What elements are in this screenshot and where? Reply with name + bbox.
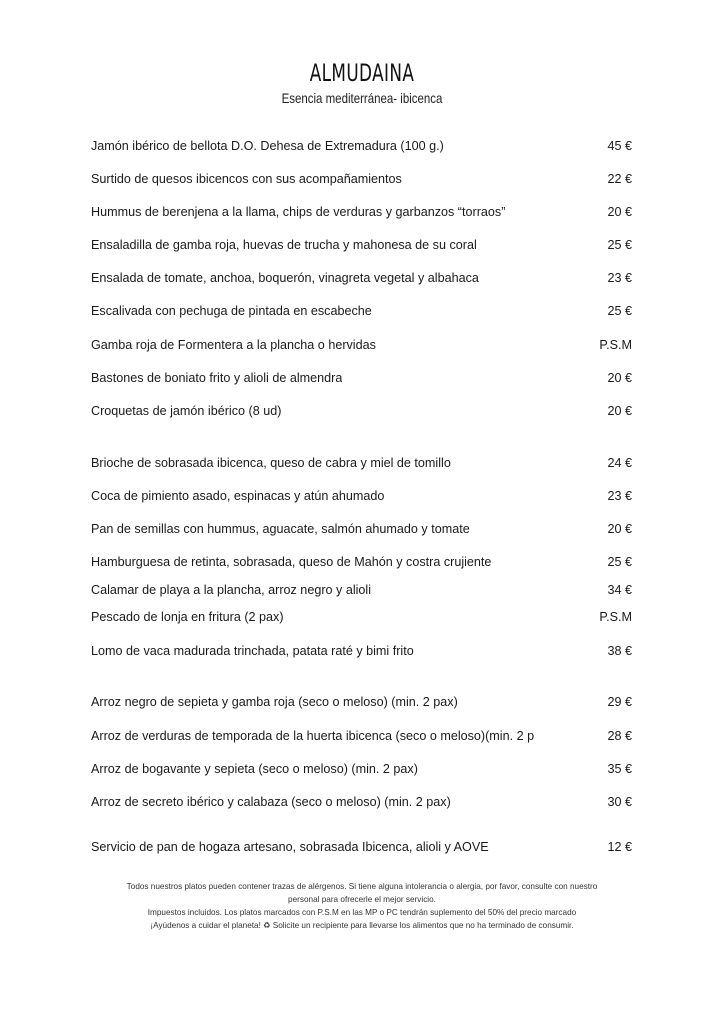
dish-price: 20 € <box>607 404 632 418</box>
dish-price: 30 € <box>607 795 632 809</box>
dish-name: Brioche de sobrasada ibicenca, queso de cabra y miel de tomillo <box>91 456 451 470</box>
menu-item <box>91 486 632 506</box>
dish-price: 28 € <box>607 729 632 743</box>
dish-price: 35 € <box>607 762 632 776</box>
menu-item <box>91 202 632 222</box>
menu-item <box>91 641 632 661</box>
menu-item <box>91 136 632 156</box>
dish-price: 29 € <box>607 695 632 709</box>
menu-item <box>91 235 632 255</box>
restaurant-subtitle: Esencia mediterránea- ibicenca <box>281 90 443 106</box>
dish-name: Calamar de playa a la plancha, arroz negro y alioli <box>91 583 372 597</box>
dish-name: Jamón ibérico de bellota D.O. Dehesa de Extremadura (100 g.) <box>91 139 444 153</box>
dish-name: Lomo de vaca madurada trinchada, patata raté y bimi frito <box>91 644 414 658</box>
dish-price: 20 € <box>607 522 632 536</box>
menu-header <box>0 58 724 106</box>
menu-item <box>91 692 632 712</box>
menu-item <box>91 607 632 627</box>
menu-item <box>91 401 632 421</box>
dish-name: Ensaladilla de gamba roja, huevas de trucha y mahonesa de su coral <box>91 238 477 252</box>
dish-price: 24 € <box>607 456 632 470</box>
dish-name: Hummus de berenjena a la llama, chips de verduras y garbanzos “torraos” <box>91 205 506 219</box>
dish-name: Arroz negro de sepieta y gamba roja (seco o meloso) (min. 2 pax) <box>91 695 458 709</box>
dish-price: 25 € <box>607 238 632 252</box>
menu-item <box>91 268 632 288</box>
dish-name: Pan de semillas con hummus, aguacate, salmón ahumado y tomate <box>91 522 470 536</box>
dish-price: 22 € <box>607 172 632 186</box>
dish-price: 23 € <box>607 271 632 285</box>
allergen-footer <box>96 880 628 932</box>
dish-name: Coca de pimiento asado, espinacas y atún ahumado <box>91 489 385 503</box>
dish-name: Escalivada con pechuga de pintada en escabeche <box>91 304 372 318</box>
dish-price: 25 € <box>607 555 632 569</box>
dish-name: Ensalada de tomate, anchoa, boquerón, vinagreta vegetal y albahaca <box>91 271 479 285</box>
dish-price: 20 € <box>607 371 632 385</box>
menu-item <box>91 519 632 539</box>
tax-notice: Impuestos incluidos. Los platos marcados con P.S.M en las MP o PC tendrán suplemento del 50% del precio marcado <box>147 908 577 917</box>
dish-name: Croquetas de jamón ibérico (8 ud) <box>91 404 282 418</box>
menu-item <box>91 837 632 857</box>
menu-item <box>91 580 632 600</box>
dish-name: Arroz de bogavante y sepieta (seco o meloso) (min. 2 pax) <box>91 762 418 776</box>
menu-item <box>91 726 632 746</box>
dish-price: 38 € <box>607 644 632 658</box>
dish-price: 23 € <box>607 489 632 503</box>
dish-name: Gamba roja de Formentera a la plancha o hervidas <box>91 338 376 352</box>
restaurant-title: ALMUDAINA <box>309 59 415 87</box>
dish-price: 45 € <box>607 139 632 153</box>
menu-item <box>91 453 632 473</box>
menu-item <box>91 552 632 572</box>
dish-price: 34 € <box>607 583 632 597</box>
menu-item <box>91 368 632 388</box>
dish-name: Bastones de boniato frito y alioli de almendra <box>91 371 343 385</box>
dish-name: Arroz de verduras de temporada de la huerta ibicenca (seco o meloso)(min. 2 p <box>91 729 535 743</box>
planet-notice: ¡Ayúdenos a cuidar el planeta! ♻ Solicite un recipiente para llevarse los alimentos que no ha terminado de consumir. <box>150 921 574 930</box>
allergen-notice-cont: personal para ofrecerle el mejor servicio. <box>288 895 436 904</box>
dish-name: Pescado de lonja en fritura (2 pax) <box>91 610 284 624</box>
menu-item <box>91 335 632 355</box>
menu-item <box>91 169 632 189</box>
dish-name: Surtido de quesos ibicencos con sus acompañamientos <box>91 172 402 186</box>
dish-name: Arroz de secreto ibérico y calabaza (seco o meloso) (min. 2 pax) <box>91 795 451 809</box>
dish-name: Servicio de pan de hogaza artesano, sobrasada Ibicenca, alioli y AOVE <box>91 840 489 854</box>
dish-price: P.S.M <box>599 610 632 624</box>
dish-price: 20 € <box>607 205 632 219</box>
menu-item <box>91 759 632 779</box>
allergen-notice: Todos nuestros platos pueden contener trazas de alérgenos. Si tiene alguna intolerancia o alergia, por favor, consulte con nuestro <box>126 882 598 891</box>
dish-price: 12 € <box>607 840 632 854</box>
menu-item <box>91 301 632 321</box>
dish-name: Hamburguesa de retinta, sobrasada, queso de Mahón y costra crujiente <box>91 555 492 569</box>
menu-item <box>91 792 632 812</box>
dish-price: P.S.M <box>599 338 632 352</box>
dish-price: 25 € <box>607 304 632 318</box>
